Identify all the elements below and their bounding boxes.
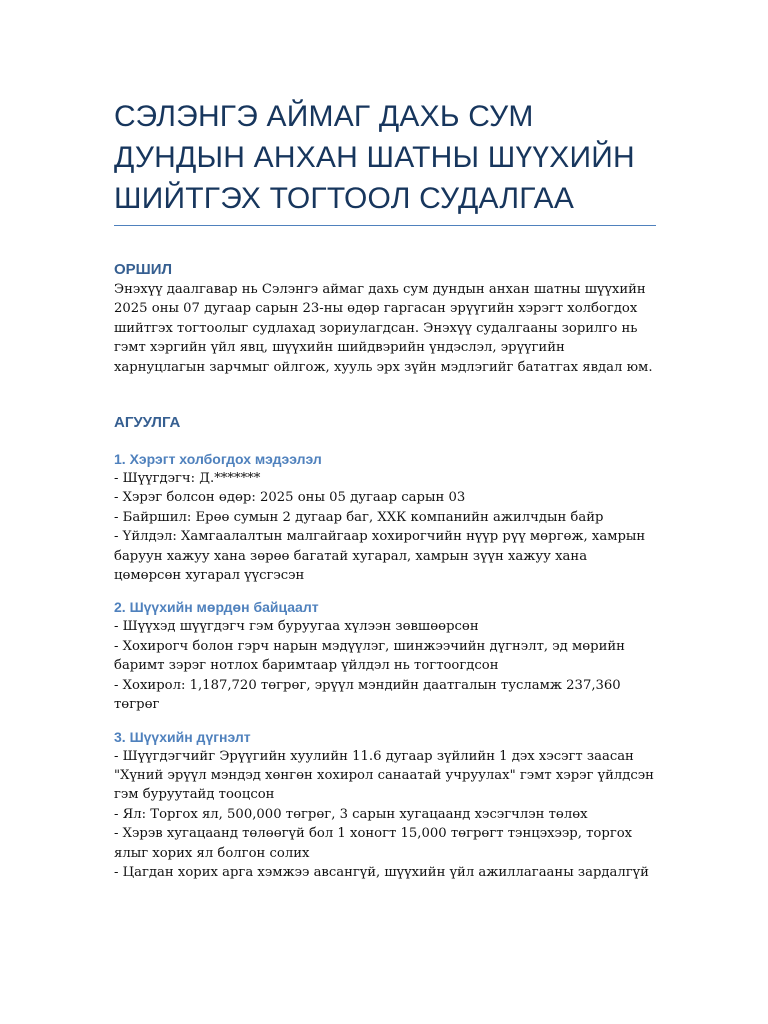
document-page [114, 96, 656, 882]
intro-heading: ОРШИЛ [114, 261, 173, 278]
section-3-line-2: - Ял: Торгох ял, 500,000 төгрөг, 3 сарын хугацаанд хэсэгчлэн төлөх [114, 806, 588, 822]
section-1-line-4: - Үйлдэл: Хамгаалалтын малгайгаар хохирогчийн нүүр рүү мөргөж, хамрын баруун хажуу хана зөрөө багатай хугарал, хамрын зүүн хажуу хана цөмөрсөн хугарал үүсгэсэн [114, 529, 646, 584]
intro-paragraph: Энэхүү даалгавар нь Сэлэнгэ аймаг дахь сум дундын анхан шатны шүүхийн 2025 оны 07 дугаар сарын 23-ны өдөр гаргасан эрүүгийн хэрэгт холбогдох шийтгэх тогтоолыг судлахад зориулагдсан. Энэхүү судалгааны зорилго нь гэмт хэргийн үйл явц, шүүхийн шийдвэрийн үндэслэл, эрүүгийн харнуцлагын зарчмыг ойлгож, хууль эрх зүйн мэдлэгийг бататгах явдал юм. [114, 282, 653, 375]
section-1-line-2: - Хэрэг болсон өдөр: 2025 оны 05 дугаар сарын 03 [114, 490, 466, 506]
section-1-heading: 1. Хэрэгт холбогдох мэдээлэл [114, 451, 322, 468]
content-heading: АГУУЛГА [114, 414, 181, 432]
section-2-line-2: - Хохирогч болон гэрч нарын мэдүүлэг, шинжээчийн дүгнэлт, эд мөрийн баримт зэрэг нотлох баримтаар үйлдэл нь тогтоогдсон [114, 638, 625, 674]
section-1-line-1: - Шүүгдэгч: Д.******* [114, 471, 261, 487]
section-3-heading: 3. Шүүхийн дүгнэлт [114, 728, 251, 745]
section-2-line-3: - Хохирол: 1,187,720 төгрөг, эрүүл мэндийн даатгалын тусламж 237,360 төгрөг [114, 677, 621, 713]
section-2-line-1: - Шүүхэд шүүгдэгч гэм буруугаа хүлээн зөвшөөрсөн [114, 619, 479, 635]
section-3-line-4: - Цагдан хорих арга хэмжээ авсангүй, шүүхийн үйл ажиллагааны зардалгүй [114, 864, 649, 880]
section-3-line-3: - Хэрэв хугацаанд төлөөгүй бол 1 хоногт 15,000 төгрөгт тэнцэхээр, торгох ялыг хорих ял болгон солих [114, 826, 633, 861]
title-underline [114, 225, 656, 226]
document-title: СЭЛЭНГЭ АЙМАГ ДАХЬ СУМ ДУНДЫН АНХАН ШАТНЫ ШҮҮХИЙН ШИЙТГЭХ ТОГТООЛ СУДАЛГАА [114, 100, 635, 215]
section-2-heading: 2. Шүүхийн мөрдөн байцаалт [114, 599, 319, 616]
section-3-line-1: - Шүүгдэгчийг Эрүүгийн хуулийн 11.6 дугаар зүйлийн 1 дэх хэсэгт заасан "Хүний эрүүл мэндэд хөнгөн хохирол санаатай учруулах" гэмт хэрэг үйлдсэн гэм буруутайд тооцсон [114, 748, 654, 803]
section-1-line-3: - Байршил: Ерөө сумын 2 дугаар баг, ХХК компанийн ажилчдын байр [114, 509, 604, 525]
